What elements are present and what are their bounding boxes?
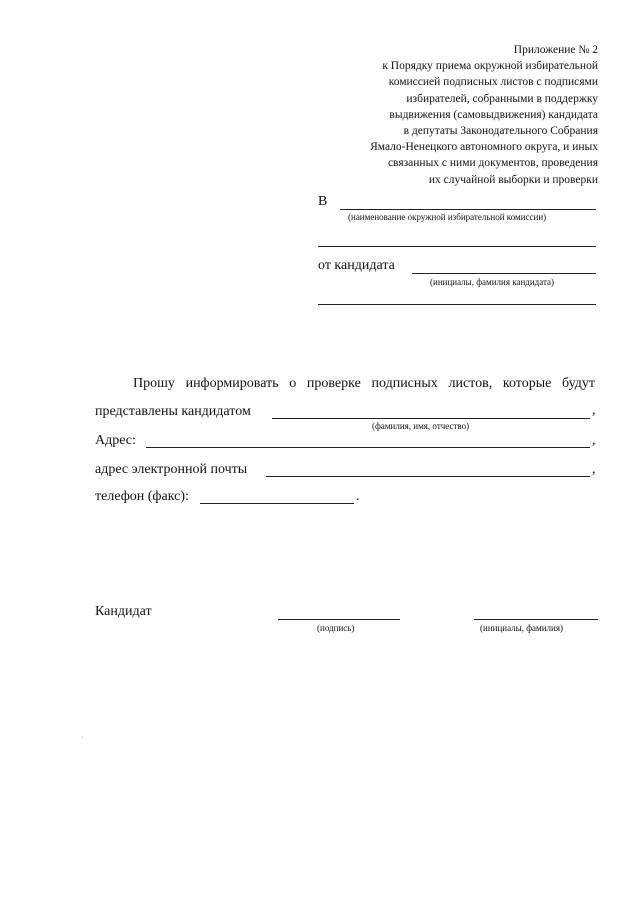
request-text: Прошу информировать о проверке подписных листов, которые будут — [133, 376, 595, 391]
signature-label: Кандидат — [95, 604, 152, 619]
appendix-line: связанных с ними документов, проведения — [387, 157, 598, 170]
phone-label: телефон (факс): — [95, 489, 189, 504]
signature-caption: (подпись) — [317, 623, 355, 633]
candidate-initials-field-continued[interactable] — [318, 304, 596, 305]
appendix-header — [318, 42, 598, 188]
comma: , — [592, 403, 596, 418]
signature-field[interactable] — [278, 619, 400, 620]
address-label: Адрес: — [95, 433, 136, 448]
candidate-caption: (инициалы, фамилия кандидата) — [430, 277, 555, 287]
commission-name-field-continued[interactable] — [318, 246, 596, 247]
appendix-line: их случайной выборки и проверки — [428, 173, 598, 186]
appendix-line: выдвижения (самовыдвижения) кандидата — [389, 108, 598, 121]
to-prefix: В — [318, 194, 328, 209]
comma: , — [592, 433, 596, 448]
appendix-line: комиссией подписных листов с подписями — [388, 76, 598, 89]
appendix-line: в депутаты Законодательного Собрания — [403, 125, 598, 138]
comma: , — [592, 462, 596, 477]
appendix-line: Ямало-Ненецкого автономного округа, и иных — [370, 141, 598, 154]
from-prefix: от кандидата — [318, 258, 395, 273]
commission-caption: (наименование окружной избирательной комиссии) — [348, 212, 547, 222]
presented-by-label: представлены кандидатом — [95, 404, 251, 419]
candidate-fullname-field[interactable] — [272, 418, 590, 419]
appendix-line: к Порядку приема окружной избирательной — [382, 60, 598, 73]
candidate-initials-field[interactable] — [412, 273, 596, 274]
signature-name-field[interactable] — [474, 619, 598, 620]
scan-speck — [82, 737, 83, 738]
appendix-line: избирателей, собранными в поддержку — [406, 92, 598, 105]
address-field[interactable] — [146, 447, 590, 448]
email-field[interactable] — [266, 476, 590, 477]
appendix-line: Приложение № 2 — [513, 44, 598, 56]
email-label: адрес электронной почты — [95, 462, 248, 477]
fullname-caption: (фамилия, имя, отчество) — [372, 421, 470, 431]
period: . — [356, 489, 360, 504]
phone-field[interactable] — [200, 503, 354, 504]
signature-name-caption: (инициалы, фамилия) — [480, 623, 563, 633]
commission-name-field[interactable] — [340, 209, 596, 210]
